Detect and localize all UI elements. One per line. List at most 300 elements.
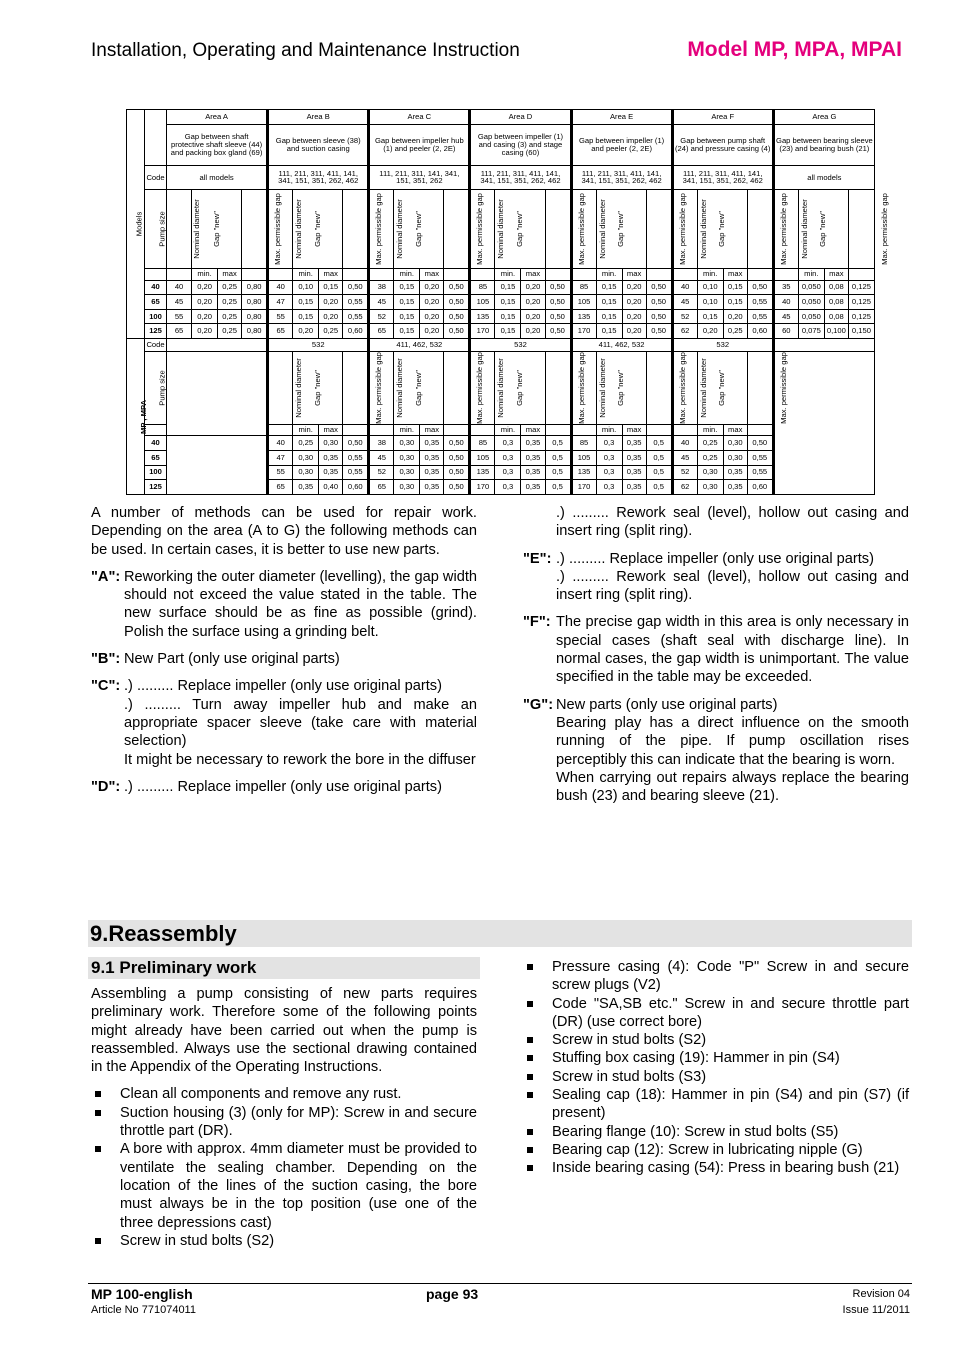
max-label: max — [622, 269, 646, 281]
value-cell: 0,15 — [596, 280, 622, 295]
table-row — [127, 436, 875, 451]
blank — [571, 269, 596, 281]
min-label: min. — [495, 424, 521, 436]
area-codes: 111, 211, 311, 141, 341, 151, 351, 262 — [369, 166, 470, 189]
max-label: max — [420, 269, 444, 281]
blank — [167, 339, 268, 352]
value-cell: 0,50 — [747, 436, 773, 451]
blank — [444, 269, 470, 281]
pump-size: 100 — [145, 309, 167, 324]
method-g-text-1: New parts (only use original parts) — [556, 696, 778, 713]
max-gap-label — [444, 189, 485, 269]
value-cell: 0,30 — [697, 480, 723, 495]
value-cell: 0,50 — [444, 295, 470, 310]
method-f-text: The precise gap width in this area is only necessary in special cases (shaft seal with discharge line). In normal cases, the gap width is unimportant. The value specified in the table may be exceeded. — [556, 614, 909, 686]
value-cell: 0,20 — [319, 309, 343, 324]
max-gap-label-text: Max. permissible gap — [374, 192, 384, 265]
nominal-diameter-label-text: Nominal diameter — [799, 198, 809, 259]
value-cell: 0,15 — [293, 295, 319, 310]
value-cell: 0,20 — [319, 295, 343, 310]
max-gap-label — [343, 189, 384, 269]
blank — [773, 269, 798, 281]
value-cell: 0,30 — [394, 450, 420, 465]
max-label: max — [824, 269, 848, 281]
value-cell: 65 — [167, 324, 192, 339]
method-e-text-1: .) ......... Replace impeller (only use original parts) — [556, 550, 874, 567]
blank — [672, 424, 697, 436]
value-cell: 0,50 — [545, 295, 571, 310]
value-cell: 0,075 — [798, 324, 824, 339]
value-cell: 40 — [672, 436, 697, 451]
value-cell: 135 — [571, 465, 596, 480]
table-row — [127, 280, 875, 295]
nominal-diameter-label-text: Nominal diameter — [496, 357, 506, 418]
max-gap-label — [242, 189, 283, 269]
value-cell: 0,5 — [646, 465, 672, 480]
value-cell: 0,15 — [394, 309, 420, 324]
list-item: Bearing flange (10): Screw in stud bolts (S5) — [523, 1123, 909, 1141]
value-cell: 0,125 — [848, 309, 874, 324]
mp-mpa-label-text: MP , MPA — [138, 399, 148, 434]
value-cell: 0,55 — [747, 309, 773, 324]
method-g-text-2: Bearing play has a direct influence on the smooth running of the pipe. If pump oscillation rises perceptibly this can indicate that the bearing is worn. — [556, 714, 909, 768]
nominal-diameter-label-text: Nominal diameter — [395, 357, 405, 418]
value-cell: 40 — [773, 295, 798, 310]
blank — [848, 269, 874, 281]
models-label-text: Models — [134, 211, 144, 237]
table-row — [127, 166, 875, 189]
models-label — [127, 110, 145, 339]
value-cell: 0,35 — [420, 436, 444, 451]
value-cell: 0,15 — [495, 280, 521, 295]
value-cell: 0,50 — [646, 280, 672, 295]
value-cell: 40 — [268, 436, 293, 451]
value-cell: 0,50 — [646, 309, 672, 324]
method-g — [523, 696, 909, 806]
gap-new-label-text: Gap "new" — [514, 210, 524, 247]
area-codes: 111, 211, 311, 411, 141, 341, 151, 351, 262, 462 — [268, 166, 369, 189]
preliminary-list-left — [91, 1085, 477, 1250]
value-cell: 0,050 — [798, 295, 824, 310]
method-d-text: .) ......... Replace impeller (only use original parts) — [124, 778, 442, 795]
table-row — [127, 351, 875, 424]
value-cell: 47 — [268, 450, 293, 465]
value-cell: 0,35 — [723, 480, 747, 495]
max-label: max — [319, 269, 343, 281]
value-cell: 170 — [571, 480, 596, 495]
area-codes: 411, 462, 532 — [571, 339, 672, 352]
value-cell: 0,15 — [495, 309, 521, 324]
value-cell: 0,050 — [798, 309, 824, 324]
max-label: max — [420, 424, 444, 436]
value-cell: 65 — [268, 480, 293, 495]
value-cell: 105 — [571, 295, 596, 310]
pump-size: 65 — [145, 295, 167, 310]
value-cell: 0,35 — [622, 436, 646, 451]
value-cell: 0,35 — [521, 436, 545, 451]
value-cell: 0,30 — [697, 465, 723, 480]
value-cell: 0,15 — [723, 280, 747, 295]
value-cell: 0,20 — [622, 324, 646, 339]
area-description: Gap between bearing sleeve (23) and bearing bush (21) — [773, 124, 874, 166]
blank — [470, 269, 495, 281]
min-label: min. — [596, 269, 622, 281]
value-cell: 40 — [167, 280, 192, 295]
gap-table-grid — [126, 109, 889, 495]
code-label: Code — [145, 166, 167, 189]
value-cell: 0,20 — [420, 309, 444, 324]
table-row — [127, 324, 875, 339]
section-title: 9.Reassembly — [90, 921, 237, 946]
method-f — [523, 613, 909, 686]
value-cell: 0,20 — [521, 280, 545, 295]
value-cell: 38 — [369, 436, 394, 451]
value-cell: 0,3 — [495, 465, 521, 480]
value-cell: 0,50 — [444, 480, 470, 495]
pump-size: 65 — [145, 450, 167, 465]
value-cell: 0,35 — [521, 465, 545, 480]
value-cell: 0,15 — [495, 295, 521, 310]
value-cell: 0,15 — [495, 324, 521, 339]
value-cell: 0,35 — [420, 465, 444, 480]
value-cell: 85 — [571, 280, 596, 295]
value-cell: 170 — [470, 324, 495, 339]
value-cell: 40 — [268, 280, 293, 295]
value-cell: 0,30 — [319, 436, 343, 451]
value-cell: 0,08 — [824, 295, 848, 310]
repair-methods-right — [523, 504, 909, 814]
max-gap-label-text: Max. permissible gap — [475, 351, 485, 424]
value-cell: 0,50 — [444, 280, 470, 295]
list-item: Screw in stud bolts (S3) — [523, 1068, 909, 1086]
value-cell: 0,35 — [319, 465, 343, 480]
max-gap-label — [747, 351, 788, 424]
value-cell: 0,50 — [646, 324, 672, 339]
value-cell: 0,50 — [444, 450, 470, 465]
blank — [369, 269, 394, 281]
min-label: min. — [293, 424, 319, 436]
value-cell: 0,08 — [824, 309, 848, 324]
value-cell: 0,20 — [192, 324, 218, 339]
max-gap-label-text: Max. permissible gap — [576, 351, 586, 424]
value-cell: 85 — [470, 436, 495, 451]
area-codes: 111, 211, 311, 411, 141, 341, 151, 351, 262, 462 — [571, 166, 672, 189]
method-a — [91, 568, 477, 641]
value-cell: 0,35 — [622, 450, 646, 465]
value-cell: 0,5 — [545, 450, 571, 465]
value-cell: 0,5 — [646, 436, 672, 451]
gap-new-label-text: Gap "new" — [514, 369, 524, 406]
pump-size-label-text: Pump size — [157, 369, 167, 406]
list-item: Screw in stud bolts (S2) — [91, 1232, 477, 1250]
area-name: Area G — [773, 110, 874, 125]
min-label: min. — [495, 269, 521, 281]
value-cell: 0,20 — [622, 280, 646, 295]
value-cell: 135 — [470, 465, 495, 480]
value-cell: 0,55 — [747, 465, 773, 480]
blank — [747, 269, 773, 281]
value-cell: 0,20 — [420, 295, 444, 310]
pump-size: 100 — [145, 465, 167, 480]
value-cell: 0,15 — [697, 309, 723, 324]
value-cell: 85 — [571, 436, 596, 451]
nominal-diameter-label-text: Nominal diameter — [395, 198, 405, 259]
footer-rule — [88, 1283, 912, 1284]
gap-new-label-text: Gap "new" — [717, 369, 727, 406]
value-cell: 0,50 — [343, 280, 369, 295]
pump-size: 40 — [145, 280, 167, 295]
list-item: Suction housing (3) (only for MP): Screw in and secure throttle part (DR). — [91, 1104, 477, 1141]
max-gap-label-text: Max. permissible gap — [778, 192, 788, 265]
gap-new-label-text: Gap "new" — [413, 210, 423, 247]
value-cell: 0,15 — [596, 309, 622, 324]
min-label: min. — [596, 424, 622, 436]
table-row — [127, 309, 875, 324]
max-label: max — [319, 424, 343, 436]
area-name: Area E — [571, 110, 672, 125]
pump-size: 40 — [145, 436, 167, 451]
area-codes: 532 — [470, 339, 571, 352]
max-gap-label-text: Max. permissible gap — [374, 351, 384, 424]
area-description: Gap between sleeve (38) and suction casing — [268, 124, 369, 166]
blank — [646, 269, 672, 281]
nominal-diameter-label-text: Nominal diameter — [293, 357, 303, 418]
method-b-key: "B": — [91, 651, 121, 668]
blank — [571, 424, 596, 436]
area-name: Area C — [369, 110, 470, 125]
value-cell: 0,50 — [444, 465, 470, 480]
value-cell: 0,35 — [420, 450, 444, 465]
value-cell: 0,15 — [394, 295, 420, 310]
area-description: Gap between pump shaft (24) and pressure casing (4) — [672, 124, 773, 166]
value-cell: 0,20 — [420, 324, 444, 339]
value-cell: 0,3 — [495, 450, 521, 465]
preliminary-intro: Assembling a pump consisting of new parts requires preliminary work. Therefore some of the following points might already have been carried out when the pump is reassembled. Always use the sectional drawing contained in the Appendix of the Operating Instructions. — [91, 986, 477, 1076]
method-e — [523, 550, 909, 605]
value-cell: 40 — [672, 280, 697, 295]
value-cell: 0,3 — [495, 480, 521, 495]
area-description: Gap between impeller hub (1) and peeler (2, 2E) — [369, 124, 470, 166]
value-cell: 0,80 — [242, 324, 268, 339]
method-b-text: New Part (only use original parts) — [124, 651, 340, 668]
value-cell: 0,55 — [343, 450, 369, 465]
value-cell: 45 — [773, 309, 798, 324]
value-cell: 0,20 — [521, 295, 545, 310]
table-row — [127, 339, 875, 352]
value-cell: 55 — [268, 465, 293, 480]
method-c-key: "C": — [91, 678, 121, 695]
max-label: max — [218, 269, 242, 281]
pump-size: 125 — [145, 324, 167, 339]
blank — [167, 351, 268, 436]
value-cell: 0,15 — [596, 295, 622, 310]
gap-new-label-text: Gap "new" — [717, 210, 727, 247]
min-label: min. — [192, 269, 218, 281]
method-d-key: "D": — [91, 778, 121, 795]
value-cell: 135 — [470, 309, 495, 324]
value-cell: 0,20 — [622, 309, 646, 324]
footer-issue: Issue 11/2011 — [842, 1304, 910, 1316]
value-cell: 0,25 — [697, 436, 723, 451]
table-row — [127, 295, 875, 310]
value-cell: 0,35 — [622, 465, 646, 480]
max-gap-label — [444, 351, 485, 424]
value-cell: 0,50 — [545, 324, 571, 339]
value-cell: 35 — [773, 280, 798, 295]
list-item: Bearing cap (12): Screw in lubricating nipple (G) — [523, 1141, 909, 1159]
method-c-text-3: It might be necessary to rework the bore in the diffuser — [124, 751, 476, 768]
value-cell: 0,08 — [824, 280, 848, 295]
value-cell: 85 — [470, 280, 495, 295]
value-cell: 0,30 — [394, 480, 420, 495]
repair-methods-left — [91, 504, 477, 805]
blank — [646, 424, 672, 436]
value-cell: 0,10 — [697, 280, 723, 295]
max-gap-label-text: Max. permissible gap — [677, 351, 687, 424]
max-gap-label-text: Max. permissible gap — [879, 192, 889, 265]
method-f-key: "F": — [523, 614, 551, 631]
value-cell: 0,25 — [723, 324, 747, 339]
value-cell: 0,80 — [242, 309, 268, 324]
value-cell: 0,20 — [697, 324, 723, 339]
max-gap-label-text: Max. permissible gap — [677, 192, 687, 265]
value-cell: 0,80 — [242, 295, 268, 310]
max-label: max — [622, 424, 646, 436]
method-d — [91, 778, 477, 796]
value-cell: 0,50 — [444, 436, 470, 451]
nominal-diameter-label-text: Nominal diameter — [597, 357, 607, 418]
blank — [343, 269, 369, 281]
method-e-text-2: .) ......... Rework seal (level), hollow out casing and insert ring (split ring). — [556, 568, 909, 604]
value-cell: 0,125 — [848, 295, 874, 310]
value-cell: 55 — [268, 309, 293, 324]
value-cell: 0,30 — [293, 450, 319, 465]
area-codes: 532 — [672, 339, 773, 352]
value-cell: 0,35 — [622, 480, 646, 495]
value-cell: 0,3 — [596, 480, 622, 495]
blank — [773, 339, 874, 352]
value-cell: 170 — [470, 480, 495, 495]
method-d-cont-text: .) ......... Rework seal (level), hollow out casing and insert ring (split ring). — [556, 505, 909, 540]
value-cell: 0,55 — [343, 295, 369, 310]
max-label: max — [521, 269, 545, 281]
blank — [773, 351, 874, 494]
area-name: Area D — [470, 110, 571, 125]
value-cell: 0,50 — [444, 309, 470, 324]
value-cell: 0,25 — [218, 309, 242, 324]
pump-size-label-text: Pump size — [157, 211, 167, 247]
value-cell: 0,20 — [420, 280, 444, 295]
value-cell: 0,3 — [596, 450, 622, 465]
method-d-cont — [523, 504, 909, 541]
blank — [470, 424, 495, 436]
value-cell: 0,100 — [824, 324, 848, 339]
value-cell: 0,25 — [319, 324, 343, 339]
pump-size-label — [145, 189, 167, 269]
value-cell: 0,80 — [242, 280, 268, 295]
header-title: Installation, Operating and Maintenance Instruction — [91, 40, 520, 61]
value-cell: 0,20 — [723, 309, 747, 324]
value-cell: 65 — [369, 480, 394, 495]
value-cell: 0,60 — [343, 324, 369, 339]
value-cell: 0,25 — [293, 436, 319, 451]
value-cell: 38 — [369, 280, 394, 295]
value-cell: 0,15 — [723, 295, 747, 310]
blank — [145, 269, 167, 281]
max-gap-label-text: Max. permissible gap — [475, 192, 485, 265]
value-cell: 0,10 — [293, 280, 319, 295]
list-item: Stuffing box casing (19): Hammer in pin (S4) — [523, 1049, 909, 1067]
repair-intro: A number of methods can be used for repair work. Depending on the area (A to G) the following methods can be used. In certain cases, it is better to use new parts. — [91, 505, 477, 558]
value-cell: 65 — [268, 324, 293, 339]
value-cell: 0,15 — [596, 324, 622, 339]
table-row — [127, 189, 875, 269]
value-cell: 62 — [672, 480, 697, 495]
value-cell: 0,35 — [521, 450, 545, 465]
max-gap-label-text: Max. permissible gap — [273, 192, 283, 265]
value-cell: 0,55 — [747, 295, 773, 310]
max-gap-label-text: Max. permissible gap — [576, 192, 586, 265]
min-label: min. — [697, 269, 723, 281]
value-cell: 0,050 — [798, 280, 824, 295]
footer-doc: MP 100-english — [91, 1286, 193, 1302]
value-cell: 0,3 — [596, 436, 622, 451]
area-codes: 111, 211, 311, 411, 141, 341, 151, 351, 262, 462 — [470, 166, 571, 189]
value-cell: 0,5 — [646, 480, 672, 495]
max-label: max — [723, 269, 747, 281]
blank — [268, 269, 293, 281]
value-cell: 0,20 — [192, 309, 218, 324]
preliminary-left — [91, 985, 477, 1250]
value-cell: 52 — [672, 309, 697, 324]
gap-new-label-text: Gap "new" — [312, 369, 322, 406]
value-cell: 0,35 — [420, 480, 444, 495]
value-cell: 0,3 — [596, 465, 622, 480]
gap-new-label-text: Gap "new" — [211, 210, 221, 247]
value-cell: 0,20 — [622, 295, 646, 310]
value-cell: 170 — [571, 324, 596, 339]
method-a-key: "A": — [91, 568, 121, 585]
value-cell: 65 — [369, 324, 394, 339]
footer-page: page 93 — [426, 1286, 479, 1302]
method-b — [91, 650, 477, 668]
value-cell: 0,50 — [444, 324, 470, 339]
nominal-diameter-label-text: Nominal diameter — [496, 198, 506, 259]
value-cell: 0,35 — [293, 480, 319, 495]
value-cell: 0,15 — [394, 280, 420, 295]
blank — [145, 110, 167, 166]
value-cell: 0,60 — [747, 324, 773, 339]
gap-new-label-text: Gap "new" — [312, 210, 322, 247]
blank — [343, 424, 369, 436]
subsection-title: 9.1 Preliminary work — [91, 958, 257, 977]
blank — [672, 269, 697, 281]
method-g-key: "G": — [523, 696, 554, 713]
list-item: A bore with approx. 4mm diameter must be provided to ventilate the sealing chamber. Depending on the location of the lines of the suction casing, the bore must always be in the top position (use one of the three depressions cast) — [91, 1140, 477, 1231]
area-codes: 532 — [268, 339, 369, 352]
nominal-diameter-label-text: Nominal diameter — [698, 357, 708, 418]
blank — [369, 424, 394, 436]
table-row — [127, 124, 875, 166]
value-cell: 0,5 — [545, 436, 571, 451]
value-cell: 45 — [369, 450, 394, 465]
value-cell: 45 — [369, 295, 394, 310]
value-cell: 52 — [369, 465, 394, 480]
table-row — [127, 269, 875, 281]
nominal-diameter-label-text: Nominal diameter — [293, 198, 303, 259]
footer-article: Article No 771074011 — [91, 1304, 196, 1316]
value-cell: 47 — [268, 295, 293, 310]
